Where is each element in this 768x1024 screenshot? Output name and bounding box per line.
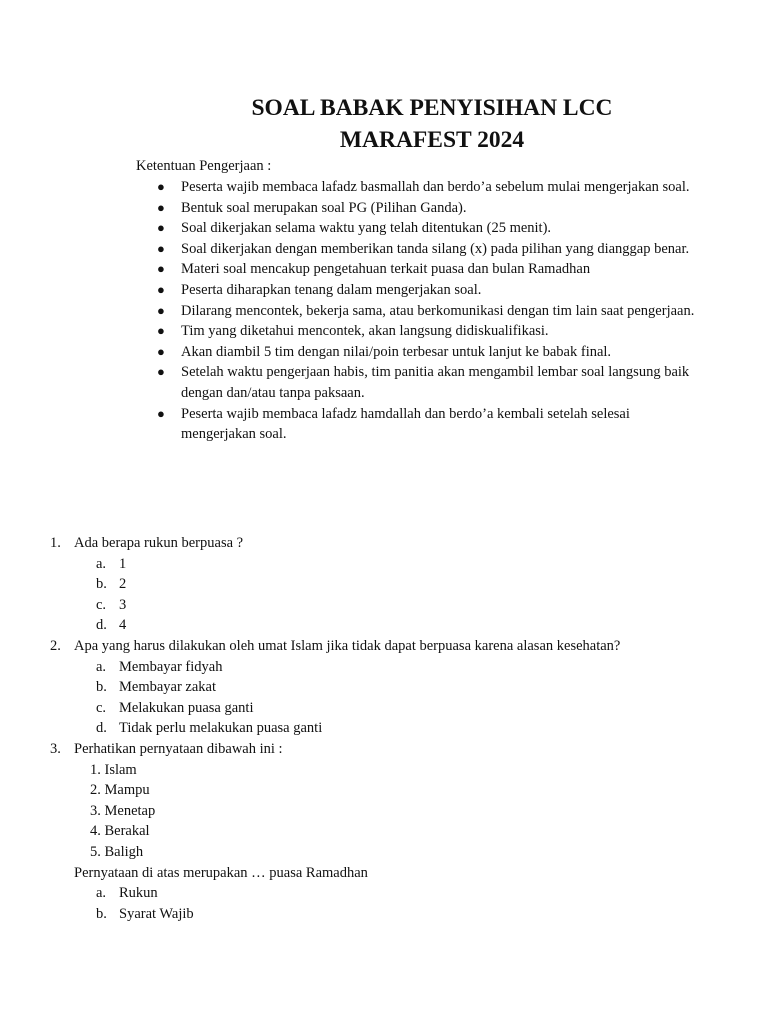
option-letter: c. bbox=[96, 596, 107, 613]
option-letter: b. bbox=[96, 576, 107, 593]
question-line bbox=[48, 739, 728, 760]
rule-item bbox=[136, 321, 696, 342]
rule-text: Akan diambil 5 tim dengan nilai/poin terbesar untuk lanjut ke babak final. bbox=[181, 343, 612, 360]
question-line bbox=[48, 533, 728, 554]
rule-item bbox=[136, 259, 696, 280]
option-text: 4 bbox=[119, 617, 127, 634]
rule-text: Peserta diharapkan tenang dalam mengerjakan soal. bbox=[181, 281, 482, 298]
option-item[interactable] bbox=[48, 574, 728, 595]
option-letter: d. bbox=[96, 720, 107, 737]
question-item bbox=[48, 533, 728, 636]
bullet-icon: ● bbox=[157, 220, 165, 236]
bullet-icon: ● bbox=[157, 302, 165, 318]
option-text: 1 bbox=[119, 555, 127, 572]
option-item[interactable] bbox=[48, 554, 728, 575]
rule-text: Bentuk soal merupakan soal PG (Pilihan Ganda). bbox=[181, 199, 467, 216]
statement-item: 2. Mampu bbox=[90, 782, 150, 799]
option-item[interactable] bbox=[48, 698, 728, 719]
rule-text: Tim yang diketahui mencontek, akan langsung didiskualifikasi. bbox=[181, 323, 549, 340]
rule-text: Soal dikerjakan selama waktu yang telah ditentukan (25 menit). bbox=[181, 220, 552, 237]
rule-item bbox=[136, 218, 696, 239]
question-item bbox=[48, 636, 728, 739]
question-item bbox=[48, 739, 728, 924]
rule-item bbox=[136, 198, 696, 219]
question-number: 2. bbox=[50, 637, 61, 654]
rule-item bbox=[136, 177, 696, 198]
question-number: 1. bbox=[50, 535, 61, 551]
statement-list bbox=[48, 760, 728, 863]
option-letter: c. bbox=[96, 699, 107, 716]
option-text: 3 bbox=[119, 596, 127, 613]
rule-text: Soal dikerjakan dengan memberikan tanda silang (x) pada pilihan yang dianggap benar. bbox=[181, 240, 690, 257]
question-number: 3. bbox=[50, 740, 61, 757]
statement-item: 4. Berakal bbox=[90, 823, 150, 840]
bullet-icon: ● bbox=[157, 323, 165, 339]
option-item[interactable] bbox=[48, 615, 728, 636]
rule-text: Dilarang mencontek, bekerja sama, atau berkomunikasi dengan tim lain saat pengerjaan. bbox=[181, 302, 695, 319]
bullet-icon: ● bbox=[157, 364, 165, 380]
option-list bbox=[48, 883, 728, 924]
question-text: Perhatikan pernyataan dibawah ini : bbox=[74, 740, 283, 757]
rule-item bbox=[136, 342, 696, 363]
bullet-icon: ● bbox=[157, 405, 165, 421]
document-title-line-1: SOAL BABAK PENYISIHAN LCC bbox=[251, 95, 613, 121]
option-list bbox=[48, 554, 728, 636]
statement-item: 3. Menetap bbox=[90, 802, 156, 819]
option-text: 2 bbox=[119, 576, 127, 593]
option-text: Rukun bbox=[119, 885, 158, 902]
rules-heading: Ketentuan Pengerjaan : bbox=[136, 158, 272, 174]
bullet-icon: ● bbox=[157, 179, 165, 194]
question-text: Ada berapa rukun berpuasa ? bbox=[74, 535, 244, 551]
option-item[interactable] bbox=[48, 883, 728, 904]
rule-item bbox=[136, 280, 696, 301]
option-text: Melakukan puasa ganti bbox=[119, 699, 254, 716]
bullet-icon: ● bbox=[157, 240, 165, 256]
rules-list bbox=[136, 177, 696, 445]
bullet-icon: ● bbox=[157, 343, 165, 359]
question-line bbox=[48, 636, 728, 657]
rule-item bbox=[136, 301, 696, 322]
option-letter: b. bbox=[96, 679, 107, 696]
rule-text: Setelah waktu pengerjaan habis, tim panitia akan mengambil lembar soal langsung baik dengan dan/atau tanpa paksaan. bbox=[181, 364, 690, 401]
option-item[interactable] bbox=[48, 595, 728, 616]
option-list bbox=[48, 657, 728, 739]
statement-item: 1. Islam bbox=[90, 761, 137, 778]
option-text: Tidak perlu melakukan puasa ganti bbox=[119, 720, 323, 737]
option-letter: a. bbox=[96, 658, 107, 675]
option-item[interactable] bbox=[48, 677, 728, 698]
rule-item bbox=[136, 362, 696, 403]
option-item[interactable] bbox=[48, 904, 728, 925]
question-text: Apa yang harus dilakukan oleh umat Islam jika tidak dapat berpuasa karena alasan kesehatan? bbox=[74, 637, 621, 654]
option-text: Membayar fidyah bbox=[119, 658, 223, 675]
option-item[interactable] bbox=[48, 657, 728, 678]
rule-item bbox=[136, 404, 696, 445]
rule-text: Peserta wajib membaca lafadz hamdallah dan berdo’a kembali setelah selesai mengerjakan soal. bbox=[181, 405, 630, 443]
bullet-icon: ● bbox=[157, 199, 165, 215]
option-text: Membayar zakat bbox=[119, 679, 217, 696]
option-item[interactable] bbox=[48, 718, 728, 739]
option-letter: d. bbox=[96, 617, 107, 634]
statement-item: 5. Baligh bbox=[90, 843, 144, 860]
rule-text: Materi soal mencakup pengetahuan terkait puasa dan bulan Ramadhan bbox=[181, 261, 591, 278]
option-text: Syarat Wajib bbox=[119, 905, 194, 922]
rule-item bbox=[136, 239, 696, 260]
option-letter: a. bbox=[96, 885, 107, 902]
option-letter: b. bbox=[96, 905, 107, 922]
document-title-line-2: MARAFEST 2024 bbox=[339, 127, 525, 153]
question-stem: Pernyataan di atas merupakan … puasa Ramadhan bbox=[74, 864, 368, 881]
bullet-icon: ● bbox=[157, 281, 165, 297]
question-list bbox=[48, 533, 728, 924]
rule-text: Peserta wajib membaca lafadz basmallah dan berdo’a sebelum mulai mengerjakan soal. bbox=[181, 179, 690, 195]
option-letter: a. bbox=[96, 555, 107, 572]
bullet-icon: ● bbox=[157, 261, 165, 277]
